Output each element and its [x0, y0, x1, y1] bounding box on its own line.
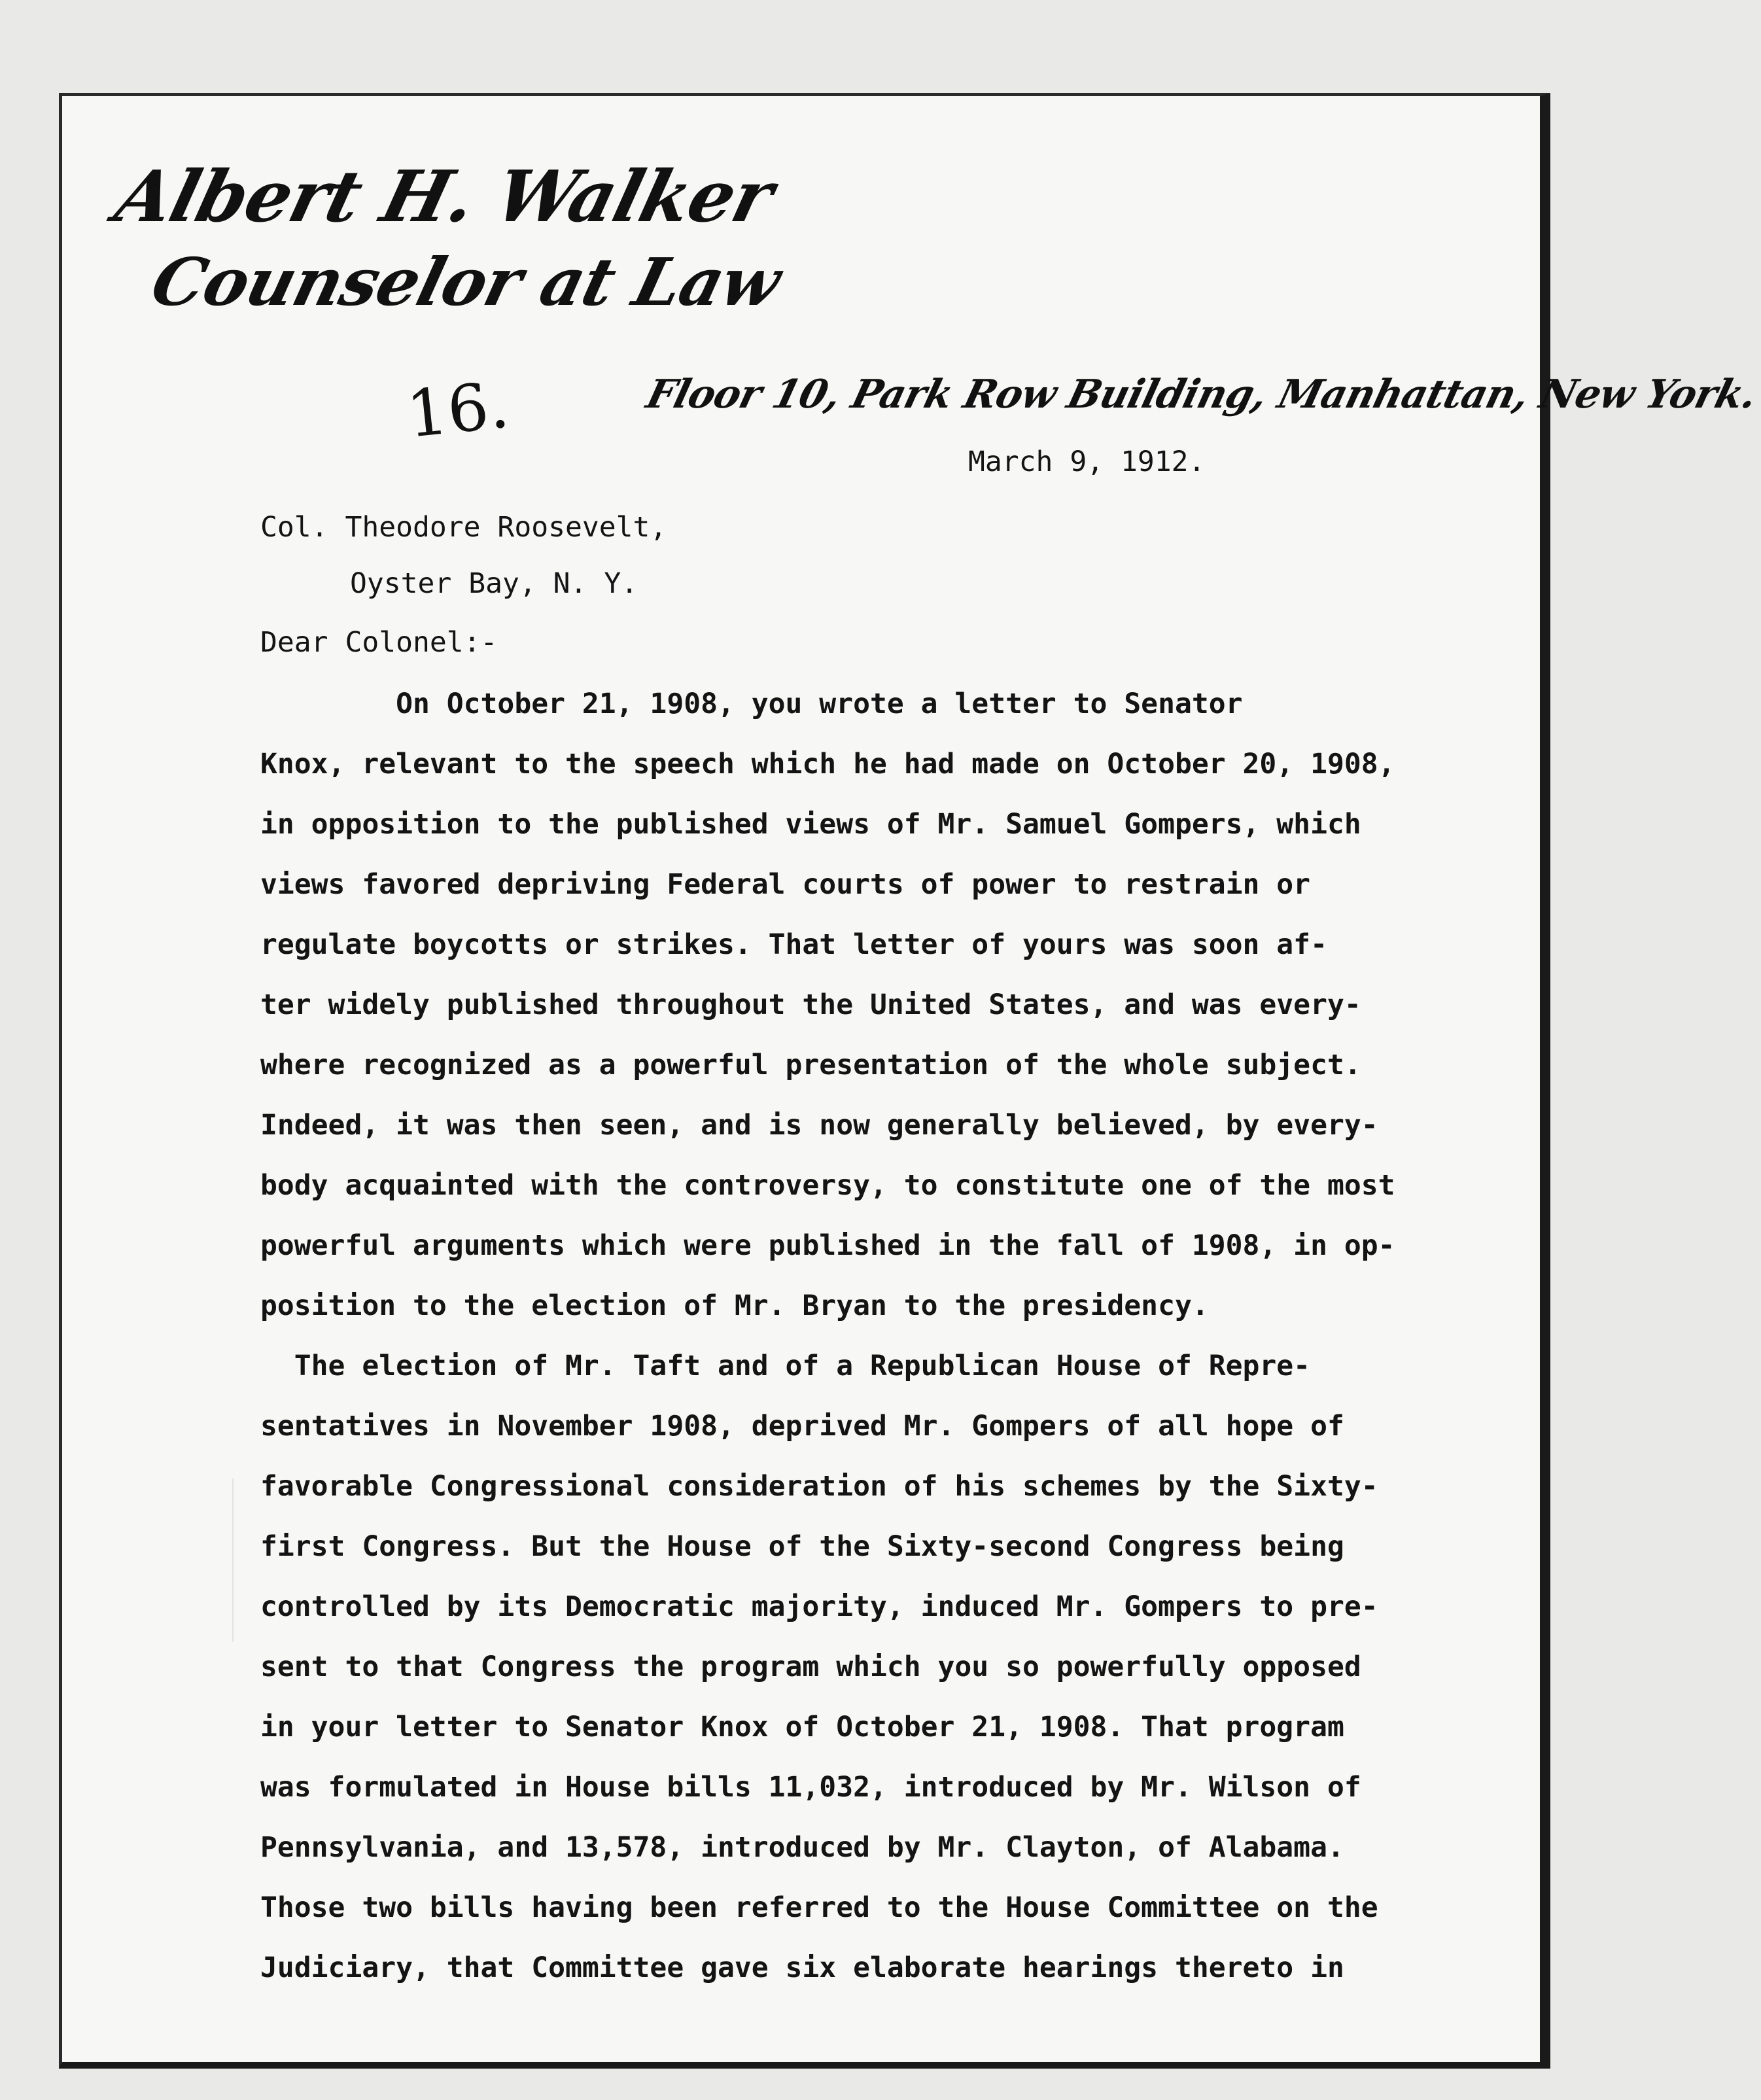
body-line: ter widely published throughout the United States, and was every-	[260, 989, 1361, 1021]
body-line: first Congress. But the House of the Sixty-second Congress being	[260, 1530, 1344, 1563]
body-line: sent to that Congress the program which you so powerfully opposed	[260, 1651, 1361, 1683]
body-line: views favored depriving Federal courts of power to restrain or	[260, 868, 1311, 901]
body-line: Indeed, it was then seen, and is now generally believed, by every-	[260, 1109, 1378, 1142]
body-line: Those two bills having been referred to the House Committee on the	[260, 1891, 1378, 1924]
body-line: in your letter to Senator Knox of October 21, 1908. That program	[260, 1711, 1344, 1743]
body-line: in opposition to the published views of Mr. Samuel Gompers, which	[260, 808, 1361, 841]
body-line: On October 21, 1908, you wrote a letter to Senator	[260, 688, 1243, 720]
letterhead-title: Counselor at Law	[144, 243, 788, 321]
body-line: favorable Congressional consideration of his schemes by the Sixty-	[260, 1470, 1378, 1503]
body-line: position to the election of Mr. Bryan to the presidency.	[260, 1289, 1209, 1322]
page-number: 16.	[403, 368, 513, 453]
body-line: Knox, relevant to the speech which he had made on October 20, 1908,	[260, 748, 1395, 780]
body-line: Pennsylvania, and 13,578, introduced by Mr. Clayton, of Alabama.	[260, 1831, 1344, 1864]
body-line: body acquainted with the controversy, to constitute one of the most	[260, 1169, 1395, 1202]
body-line: Judiciary, that Committee gave six elaborate hearings thereto in	[260, 1951, 1344, 1984]
letter-date: March 9, 1912.	[968, 446, 1206, 478]
body-line: was formulated in House bills 11,032, introduced by Mr. Wilson of	[260, 1771, 1361, 1804]
body-line: powerful arguments which were published in the fall of 1908, in op-	[260, 1229, 1395, 1262]
letter-body	[260, 674, 1395, 1998]
letterhead-name: Albert H. Walker	[107, 156, 781, 238]
body-line: regulate boycotts or strikes. That letter of yours was soon af-	[260, 928, 1327, 961]
body-line: The election of Mr. Taft and of a Republican House of Repre-	[260, 1350, 1311, 1382]
addressee-name: Col. Theodore Roosevelt,	[260, 511, 667, 544]
body-line: controlled by its Democratic majority, induced Mr. Gompers to pre-	[260, 1590, 1378, 1623]
addressee-place: Oyster Bay, N. Y.	[350, 567, 638, 600]
letterhead-address: Floor 10, Park Row Building, Manhattan, New York.	[642, 372, 1761, 417]
body-line: where recognized as a powerful presentation of the whole subject.	[260, 1049, 1361, 1081]
salutation: Dear Colonel:-	[260, 626, 498, 659]
paper-crease	[232, 1479, 234, 1642]
body-line: sentatives in November 1908, deprived Mr. Gompers of all hope of	[260, 1410, 1344, 1443]
